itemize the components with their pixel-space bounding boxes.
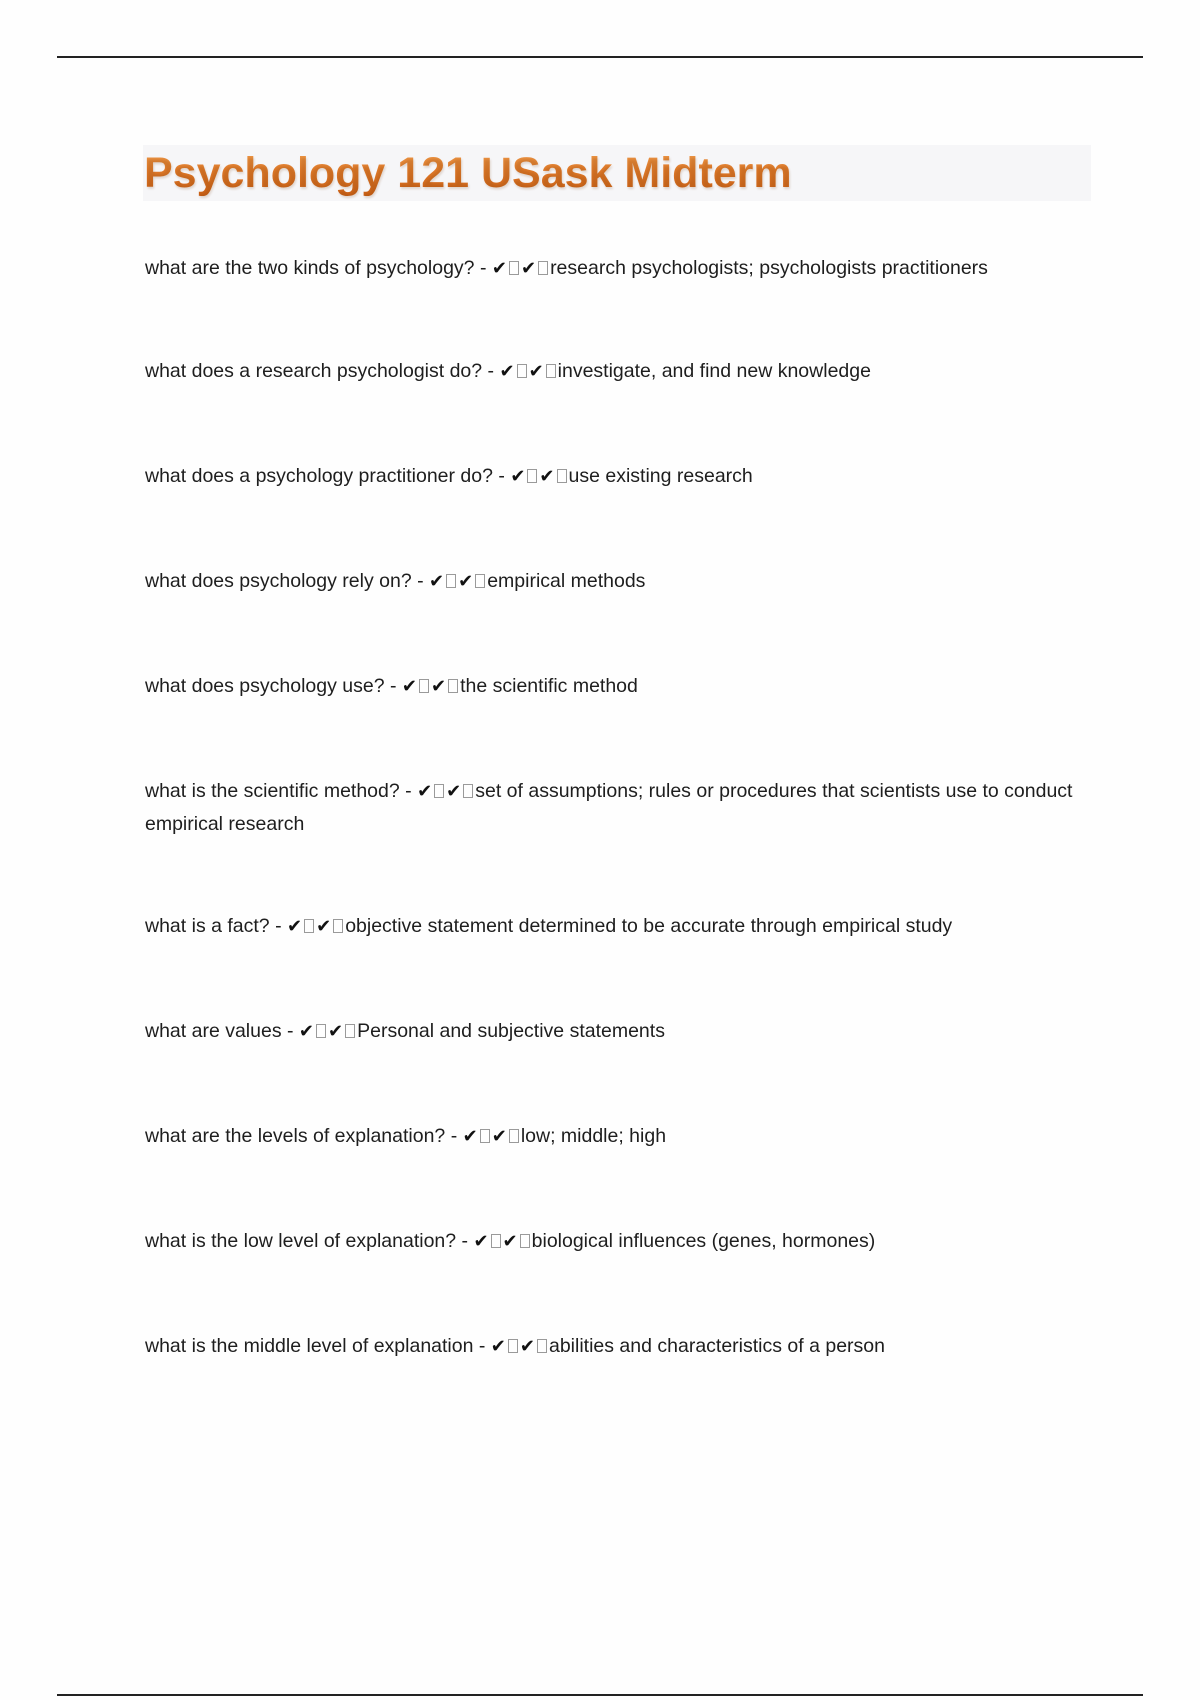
check-icon: ✔ <box>490 1336 506 1357</box>
answer-text: low; middle; high <box>520 1125 667 1147</box>
box-glyph-icon <box>527 469 537 483</box>
separator: - <box>384 675 402 697</box>
answer-text: research psychologists; psychologists practitioners <box>550 257 988 279</box>
check-icon: ✔ <box>473 1231 489 1252</box>
answer-text: investigate, and find new knowledge <box>557 360 871 382</box>
separator: - <box>473 1335 491 1357</box>
box-glyph-icon <box>509 1129 519 1143</box>
qa-item-4 <box>145 565 1075 598</box>
check-icon: ✔ <box>431 676 447 697</box>
check-icon: ✔ <box>298 1021 315 1042</box>
answer-text: use existing research <box>568 465 753 487</box>
separator: - <box>399 780 418 802</box>
check-icon: ✔ <box>328 1021 344 1042</box>
box-glyph-icon <box>316 1024 326 1038</box>
box-glyph-icon <box>304 919 314 933</box>
box-glyph-icon <box>557 469 567 483</box>
qa-item-2 <box>145 355 1075 388</box>
check-icon: ✔ <box>539 466 555 487</box>
footer-rule <box>57 1694 1143 1696</box>
answer-text: biological influences (genes, hormones) <box>531 1230 876 1252</box>
qa-item-1 <box>145 252 1075 285</box>
separator: - <box>474 257 492 279</box>
question-text: what is the scientific method? <box>145 780 400 802</box>
question-text: what is the middle level of explanation <box>145 1335 474 1357</box>
question-text: what is a fact? <box>145 915 270 937</box>
box-glyph-icon <box>491 1234 501 1248</box>
qa-item-7 <box>145 910 1075 943</box>
check-icon: ✔ <box>528 361 544 382</box>
check-icon: ✔ <box>458 571 474 592</box>
box-glyph-icon <box>508 1339 518 1353</box>
box-glyph-icon <box>509 261 519 275</box>
box-glyph-icon <box>537 1339 547 1353</box>
separator: - <box>445 1125 463 1147</box>
box-glyph-icon <box>480 1129 490 1143</box>
check-icon: ✔ <box>316 916 332 937</box>
qa-item-8 <box>145 1015 1075 1048</box>
check-icon: ✔ <box>491 258 507 279</box>
qa-item-3 <box>145 460 1075 493</box>
question-text: what are the levels of explanation? <box>145 1125 446 1147</box>
qa-item-5 <box>145 670 1075 703</box>
box-glyph-icon <box>546 364 556 378</box>
answer-text: Personal and subjective statements <box>357 1020 665 1042</box>
question-text: what are the two kinds of psychology? <box>145 257 475 279</box>
box-glyph-icon <box>446 574 456 588</box>
qa-item-10 <box>145 1225 1075 1258</box>
separator: - <box>411 570 430 592</box>
separator: - <box>482 360 500 382</box>
question-text: what does a psychology practitioner do? <box>145 465 493 487</box>
question-text: what does psychology rely on? <box>145 570 412 592</box>
separator: - <box>456 1230 474 1252</box>
separator: - <box>492 465 511 487</box>
document-title: Psychology 121 USask Midterm <box>144 149 792 197</box>
answer-text: abilities and characteristics of a person <box>548 1335 885 1357</box>
box-glyph-icon <box>419 679 429 693</box>
box-glyph-icon <box>345 1024 355 1038</box>
check-icon: ✔ <box>446 781 462 802</box>
header-rule <box>57 56 1143 58</box>
question-text: what is the low level of explanation? <box>145 1230 457 1252</box>
check-icon: ✔ <box>499 361 515 382</box>
question-text: what does a research psychologist do? <box>145 360 483 382</box>
check-icon: ✔ <box>519 1336 535 1357</box>
check-icon: ✔ <box>417 781 433 802</box>
check-icon: ✔ <box>510 466 526 487</box>
box-glyph-icon <box>434 784 444 798</box>
qa-item-9 <box>145 1120 1075 1153</box>
question-text: what does psychology use? <box>145 675 385 697</box>
separator: - <box>269 915 287 937</box>
answer-text: objective statement determined to be accurate through empirical study <box>345 915 953 937</box>
check-icon: ✔ <box>520 258 537 279</box>
answer-text: empirical methods <box>487 570 646 592</box>
box-glyph-icon <box>333 919 343 933</box>
box-glyph-icon <box>448 679 458 693</box>
check-icon: ✔ <box>287 916 303 937</box>
qa-item-11 <box>145 1330 1075 1363</box>
separator: - <box>281 1020 299 1042</box>
question-text: what are values <box>145 1020 282 1042</box>
box-glyph-icon <box>517 364 527 378</box>
qa-item-6 <box>145 775 1075 841</box>
check-icon: ✔ <box>462 1126 478 1147</box>
box-glyph-icon <box>538 261 548 275</box>
check-icon: ✔ <box>491 1126 507 1147</box>
box-glyph-icon <box>463 784 473 798</box>
answer-text: set of assumptions; rules or procedures that scientists use to conduct empirical research <box>145 780 1073 835</box>
check-icon: ✔ <box>429 571 445 592</box>
box-glyph-icon <box>475 574 485 588</box>
check-icon: ✔ <box>502 1231 518 1252</box>
check-icon: ✔ <box>401 676 418 697</box>
box-glyph-icon <box>520 1234 530 1248</box>
answer-text: the scientific method <box>460 675 638 697</box>
